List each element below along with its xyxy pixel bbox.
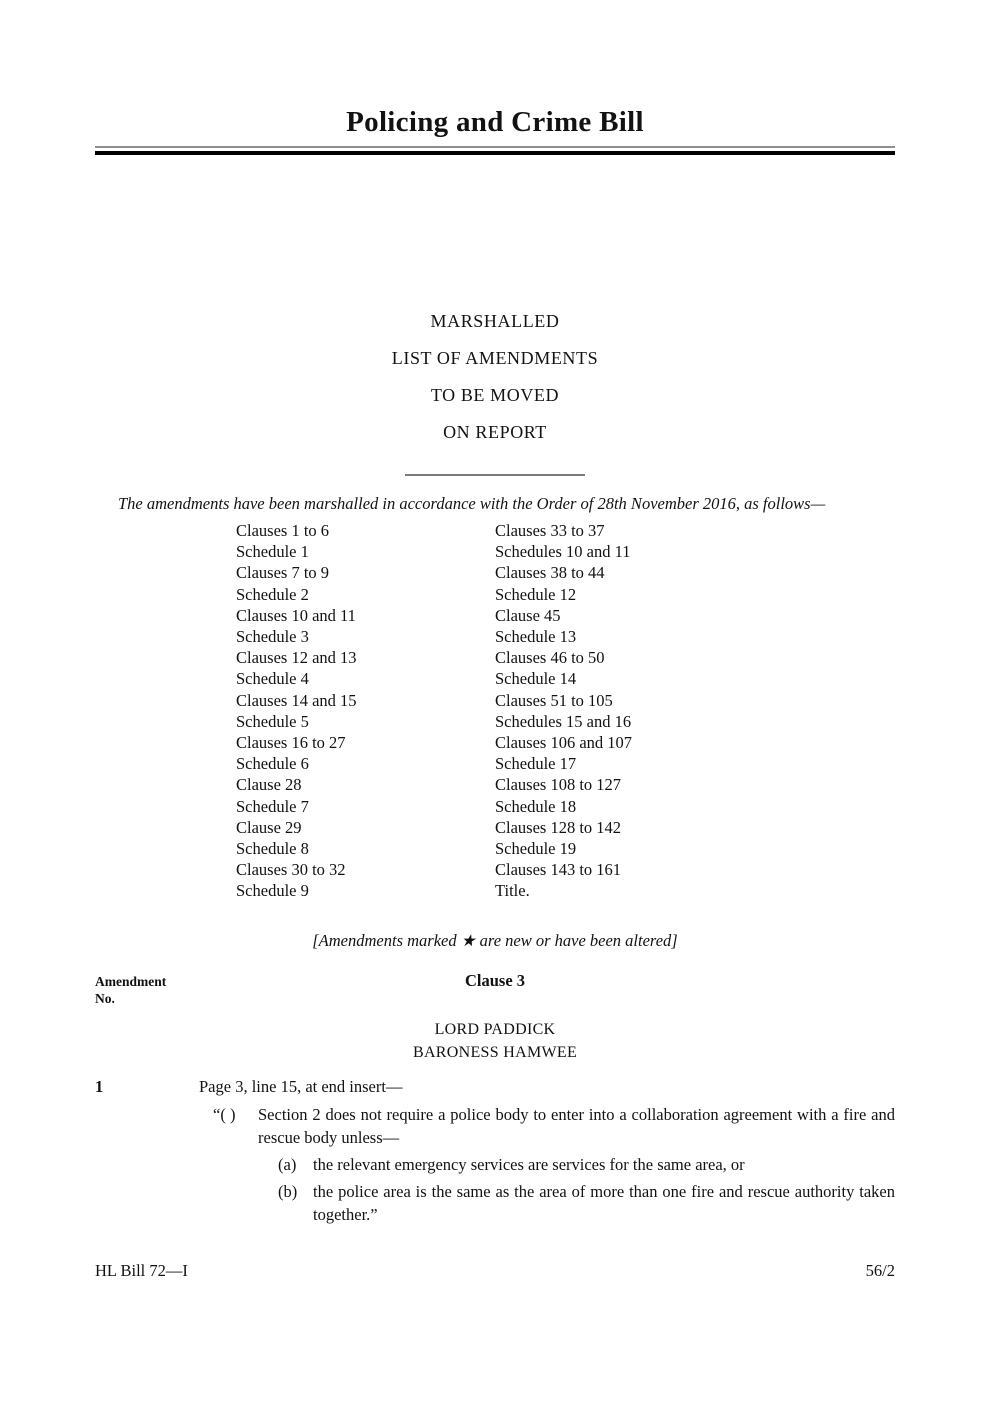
inserted-subparagraph-a bbox=[199, 1153, 895, 1176]
order-list-item: Clauses 14 and 15 bbox=[236, 690, 357, 710]
order-list-item: Clauses 106 and 107 bbox=[495, 733, 633, 753]
sponsor-name: BARONESS HAMWEE bbox=[412, 1043, 578, 1061]
title-rule-thick bbox=[95, 151, 895, 155]
order-list-item: Schedule 17 bbox=[495, 754, 577, 774]
order-list-item: Schedule 9 bbox=[236, 881, 309, 901]
order-list-item: Clauses 10 and 11 bbox=[236, 605, 356, 625]
title-double-rule bbox=[95, 146, 895, 155]
amendment-no-column-label: Amendment No. bbox=[95, 973, 167, 1006]
inserted-subsection-marker: “( ) bbox=[213, 1104, 236, 1124]
order-list-item: Schedule 12 bbox=[495, 584, 577, 604]
order-list-item: Schedule 14 bbox=[495, 669, 577, 689]
inserted-subparagraph-b bbox=[199, 1180, 895, 1226]
page-content bbox=[0, 106, 991, 1226]
title-rule-thin bbox=[95, 146, 895, 148]
order-list-item: Clauses 12 and 13 bbox=[236, 648, 357, 668]
section-divider-rule bbox=[405, 474, 585, 476]
order-list-item: Schedules 10 and 11 bbox=[495, 542, 631, 562]
order-list-item: Schedule 5 bbox=[236, 711, 309, 731]
amendment-body bbox=[199, 1075, 895, 1226]
marshalling-note: The amendments have been marshalled in accordance with the Order of 28th November 2016, as follows— bbox=[118, 494, 826, 513]
order-list-item: Clauses 38 to 44 bbox=[495, 563, 605, 583]
order-list-item: Clauses 16 to 27 bbox=[236, 733, 346, 753]
order-list-item: Schedule 18 bbox=[495, 796, 577, 816]
footer-print-number: 56/2 bbox=[865, 1261, 895, 1280]
order-list-item: Schedule 3 bbox=[236, 627, 309, 647]
order-list-item: Schedule 7 bbox=[236, 796, 309, 816]
order-list-item: Clauses 143 to 161 bbox=[495, 860, 622, 880]
footer-bill-number: HL Bill 72—I bbox=[95, 1261, 188, 1280]
amendment-instruction: Page 3, line 15, at end insert— bbox=[199, 1076, 403, 1096]
order-list-item: Schedule 13 bbox=[495, 627, 577, 647]
subparagraph-a-marker: (a) bbox=[278, 1154, 297, 1174]
sponsor-list bbox=[95, 1018, 895, 1064]
order-list-item: Clauses 108 to 127 bbox=[495, 775, 622, 795]
heading-line-to-be-moved: TO BE MOVED bbox=[430, 385, 560, 405]
order-list-item: Schedule 6 bbox=[236, 754, 309, 774]
order-list-item: Title. bbox=[495, 881, 530, 901]
order-list-item: Schedule 2 bbox=[236, 584, 309, 604]
amendment-number: 1 bbox=[95, 1076, 104, 1096]
order-list-left-column bbox=[236, 520, 495, 902]
inserted-subsection bbox=[199, 1103, 895, 1149]
document-heading-block bbox=[95, 303, 895, 451]
order-list-item: Clause 45 bbox=[495, 605, 561, 625]
order-list-item: Clauses 30 to 32 bbox=[236, 860, 346, 880]
order-list-item: Schedules 15 and 16 bbox=[495, 711, 632, 731]
order-list-item: Schedule 4 bbox=[236, 669, 309, 689]
order-list-item: Schedule 1 bbox=[236, 542, 309, 562]
clause-heading: Clause 3 bbox=[464, 970, 526, 990]
heading-line-list-of-amendments: LIST OF AMENDMENTS bbox=[391, 348, 599, 368]
order-list-item: Clauses 7 to 9 bbox=[236, 563, 330, 583]
order-list-item: Clause 28 bbox=[236, 775, 302, 795]
page-footer bbox=[95, 1261, 895, 1281]
subparagraph-b-marker: (b) bbox=[278, 1181, 298, 1201]
subparagraph-a-text: the relevant emergency services are services for the same area, or bbox=[313, 1154, 745, 1174]
inserted-subsection-text: Section 2 does not require a police body to enter into a collaboration agreement with a fire and rescue body unless— bbox=[258, 1104, 895, 1147]
amendment-entry bbox=[95, 1075, 895, 1226]
heading-line-on-report: ON REPORT bbox=[443, 422, 547, 442]
order-list-item: Clause 29 bbox=[236, 817, 302, 837]
order-list-item: Clauses 51 to 105 bbox=[495, 690, 613, 710]
order-list-item: Clauses 46 to 50 bbox=[495, 648, 605, 668]
subparagraph-b-text: the police area is the same as the area of more than one fire and rescue authority taken together.” bbox=[313, 1181, 895, 1224]
heading-line-marshalled: MARSHALLED bbox=[430, 311, 560, 331]
order-of-consideration-list bbox=[95, 520, 895, 902]
order-list-item: Clauses 33 to 37 bbox=[495, 521, 605, 540]
order-list-item: Clauses 128 to 142 bbox=[495, 817, 622, 837]
page-title: Policing and Crime Bill bbox=[346, 106, 644, 138]
order-list-right-column bbox=[495, 520, 895, 902]
sponsor-name: LORD PADDICK bbox=[434, 1020, 556, 1038]
star-note: [Amendments marked ★ are new or have been altered] bbox=[312, 930, 678, 950]
order-list-item: Schedule 19 bbox=[495, 839, 577, 859]
order-list-item: Clauses 1 to 6 bbox=[236, 521, 330, 540]
amendment-section-header bbox=[95, 971, 895, 1007]
order-list-item: Schedule 8 bbox=[236, 839, 309, 859]
